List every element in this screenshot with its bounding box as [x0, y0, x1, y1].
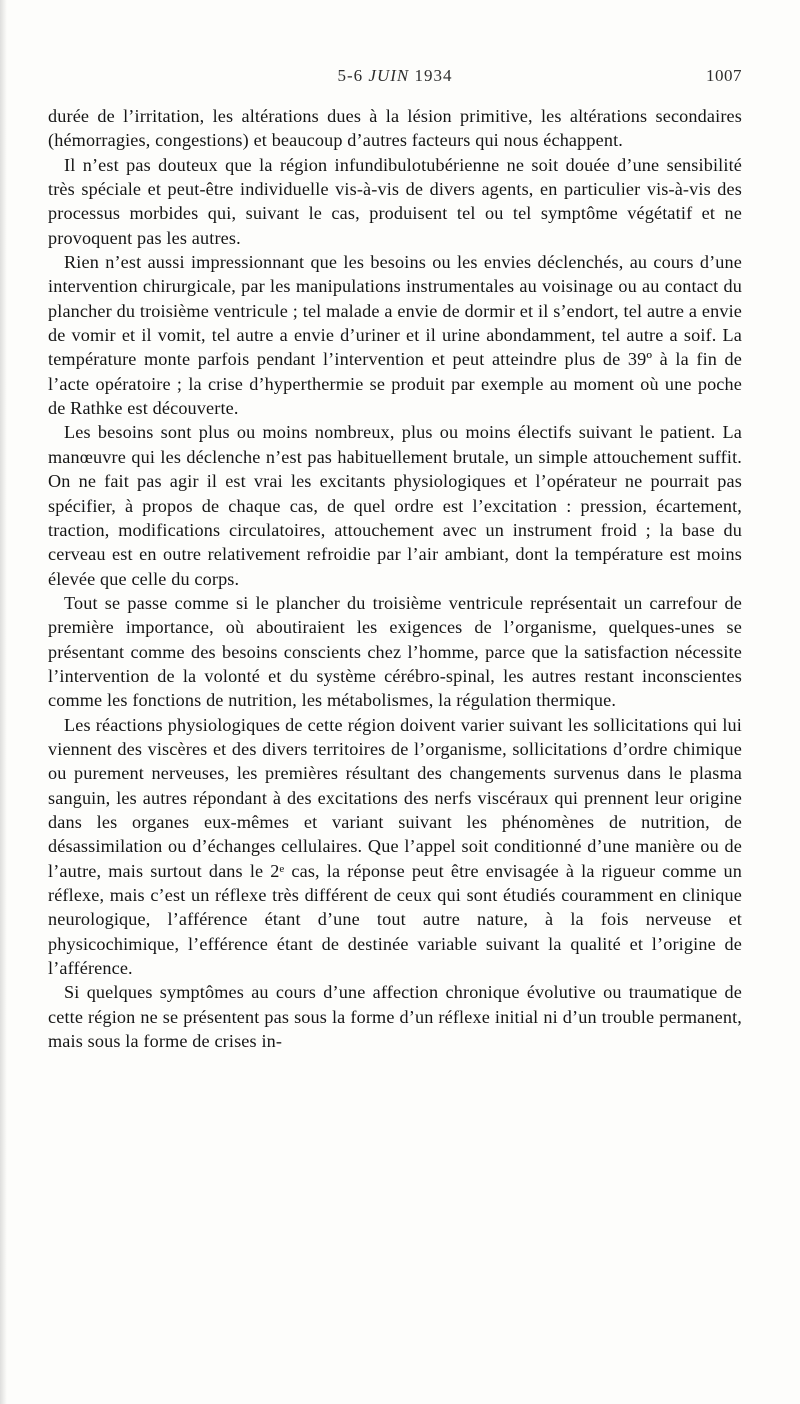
paragraph-3-surgical-needs: Rien n’est aussi impressionnant que les besoins ou les envies déclenchés, au cours d’une intervention chirurgicale, par les manipulations instrumentales au voisinage ou au contact du plancher du troisième ventricule ; tel malade a envie de dormir et il s’endort, tel autre a envie de vomir et il vomit, tel autre a envie d’uriner et il urine abondamment, tel autre a soif. La température monte parfois pendant l’intervention et peut atteindre plus de 39º à la fin de l’acte opératoire ; la crise d’hyperthermie se produit par exemple au moment où une poche de Rathke est découverte.	[48, 252, 742, 419]
page-header	[48, 66, 742, 90]
article-body	[48, 104, 742, 1053]
paragraph-4-patient-needs: Les besoins sont plus ou moins nombreux, plus ou moins électifs suivant le patient. La manœuvre qui les déclenche n’est pas habituellement brutale, un simple attouchement suffit. On ne fait pas agir il est vrai les excitants physiologiques et l’opérateur ne pourrait pas spécifier, à propos de chaque cas, de quel ordre est l’excitation : pression, écartement, traction, modifications circulatoires, attouchement avec un instrument froid ; la base du cerveau est en outre relativement refroidie par l’air ambiant, dont la température est moins élevée que celle du corps.	[48, 422, 742, 589]
paragraph-6-physiological-reactions: Les réactions physiologiques de cette région doivent varier suivant les sollicitations qui lui viennent des viscères et des divers territoires de l’organisme, sollicitations d’ordre chimique ou purement nerveuses, les premières résultant des changements survenus dans le plasma sanguin, les autres répondant à des excitations des nerfs viscéraux qui prennent leur origine dans les organes eux-mêmes et variant suivant les phénomènes de nutrition, de désassimilation ou d’échanges cellulaires. Que l’appel soit conditionné d’une manière ou de l’autre, mais surtout dans le 2ᵉ cas, la réponse peut être envisagée à la rigueur comme un réflexe, mais c’est un réflexe très différent de ceux qui sont étudiés couramment en clinique neurologique, l’afférence étant d’une tout autre nature, à la fois nerveuse et physicochimique, l’efférence étant de destinée variable suivant la qualité et l’origine de l’afférence.	[48, 714, 742, 979]
running-head-day: 5-6	[337, 66, 369, 85]
page-number: 1007	[706, 66, 742, 85]
running-head-month: JUIN	[368, 66, 410, 85]
running-head-date	[48, 66, 742, 86]
paragraph-5-crossroads: Tout se passe comme si le plancher du troisième ventricule représentait un carrefour de première importance, où aboutiraient les exigences de l’organisme, quelques-unes se présentant comme des besoins conscients chez l’homme, parce que la satisfaction nécessite l’intervention de la volonté et du système cérébro-spinal, les autres restant inconscientes comme les fonctions de nutrition, les métabolismes, la régulation thermique.	[48, 592, 742, 711]
scan-edge-shadow	[0, 0, 7, 1404]
paragraph-2-regional-sensitivity: Il n’est pas douteux que la région infundibulotubérienne ne soit douée d’une sensibilité très spéciale et peut-être individuelle vis-à-vis de divers agents, en particulier vis-à-vis des processus morbides qui, suivant le cas, produisent tel ou tel symptôme végétatif et ne provoquent pas les autres.	[48, 154, 742, 248]
paragraph-7-chronic-symptoms: Si quelques symptômes au cours d’une affection chronique évolutive ou traumatique de cette région ne se présentent pas sous la forme d’un réflexe initial ni d’un trouble permanent, mais sous la forme de crises in-	[48, 982, 742, 1052]
paragraph-1-continuation: durée de l’irritation, les altérations dues à la lésion primitive, les altérations secondaires (hémorragies, congestions) et beaucoup d’autres facteurs qui nous échappent.	[48, 106, 742, 151]
running-head-year: 1934	[409, 66, 453, 85]
